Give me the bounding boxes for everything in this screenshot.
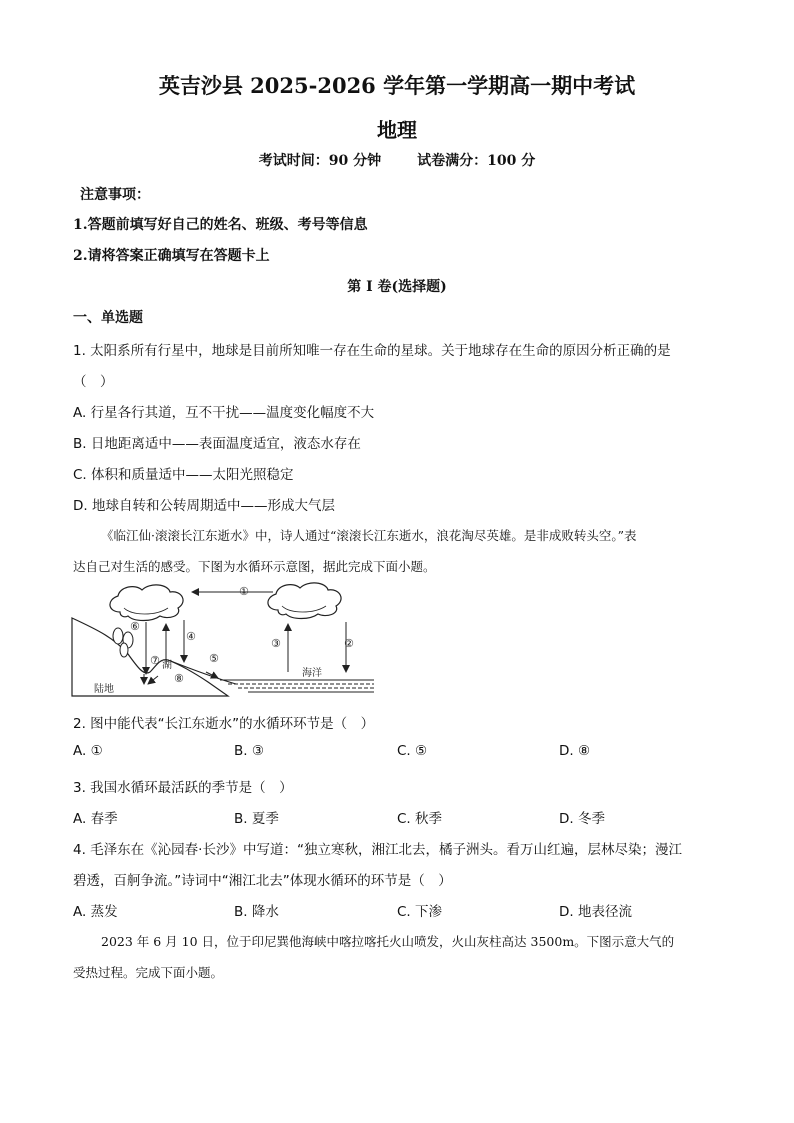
q1-option-b: B. 日地距离适中——表面温度适宜，液态水存在 [73,436,361,452]
q3-option-d: D. 冬季 [559,811,605,827]
q3-option-c: C. 秋季 [397,811,443,827]
question-1-blank: （ ） [73,374,114,390]
exam-info [0,150,794,170]
marker-8: ⑧ [174,672,184,685]
lake-label: 湖 [162,660,172,671]
question-3-stem: 3. 我国水循环最活跃的季节是（ ） [73,780,293,796]
material-1-line-1: 《临江仙·滚滚长江东逝水》中，诗人通过“滚滚长江东逝水，浪花淘尽英雄。是非成败转头空。”表 [101,528,637,543]
part-heading: 一、单选题 [73,310,143,326]
section-title: 第 I 卷(选择题) [347,279,447,295]
q3-option-b: B. 夏季 [234,811,279,827]
question-4-stem-line-2: 碧透，百舸争流。”诗词中“湘江北去”体现水循环的环节是（ ） [73,873,452,889]
q1-option-d: D. 地球自转和公转周期适中——形成大气层 [73,498,335,514]
q4-option-d: D. 地表径流 [559,904,632,920]
note-item: 1.答题前填写好自己的姓名、班级、考号等信息 [73,217,368,233]
q4-option-c: C. 下渗 [397,904,443,920]
marker-2: ② [344,637,354,650]
q4-option-a: A. 蒸发 [73,904,118,920]
marker-1: ① [239,585,249,598]
q4-option-b: B. 降水 [234,904,279,920]
ocean-label: 海洋 [302,668,322,679]
material-2-line-2: 受热过程。完成下面小题。 [73,965,224,980]
question-1-stem: 1. 太阳系所有行星中，地球是目前所知唯一存在生命的星球。关于地球存在生命的原因分析正确的是 [73,343,671,359]
q2-option-d: D. ⑧ [559,743,591,759]
notes-heading: 注意事项： [80,187,150,203]
exam-title: 英吉沙县 2025-2026 学年第一学期高一期中考试 [158,73,636,98]
q3-option-a: A. 春季 [73,811,118,827]
q2-option-c: C. ⑤ [397,743,428,759]
subject-title: 地理 [377,118,417,142]
q1-option-a: A. 行星各行其道，互不干扰——温度变化幅度不大 [73,405,375,421]
marker-6: ⑥ [130,620,140,633]
ocean-surface [220,680,374,692]
marker-7: ⑦ [150,654,160,667]
question-2-stem: 2. 图中能代表“长江东逝水”的水循环环节是（ ） [73,716,375,732]
water-cycle-diagram [68,580,380,702]
material-1-line-2: 达自己对生活的感受。下图为水循环示意图，据此完成下面小题。 [73,559,436,574]
marker-3: ③ [271,637,281,650]
note-item: 2.请将答案正确填写在答题卡上 [73,248,270,264]
land-cloud-icon [110,585,183,621]
question-4-stem-line-1: 4. 毛泽东在《沁园春·长沙》中写道：“独立寒秋，湘江北去，橘子洲头。看万山红遍，层林尽染；漫江 [73,842,682,858]
time-label: 考试时间：90 分钟 [258,153,382,169]
score-label: 试卷满分：100 分 [417,153,536,169]
material-2-line-1: 2023 年 6 月 10 日，位于印尼巽他海峡中喀拉喀托火山喷发，火山灰柱高达 3500m。下图示意大气的 [101,934,675,949]
land-label: 陆地 [94,684,114,695]
q2-option-a: A. ① [73,743,103,759]
q1-option-c: C. 体积和质量适中——太阳光照稳定 [73,467,294,483]
q2-option-b: B. ③ [234,743,264,759]
marker-5: ⑤ [209,652,219,665]
ocean-cloud-icon [268,583,341,619]
marker-4: ④ [186,630,196,643]
